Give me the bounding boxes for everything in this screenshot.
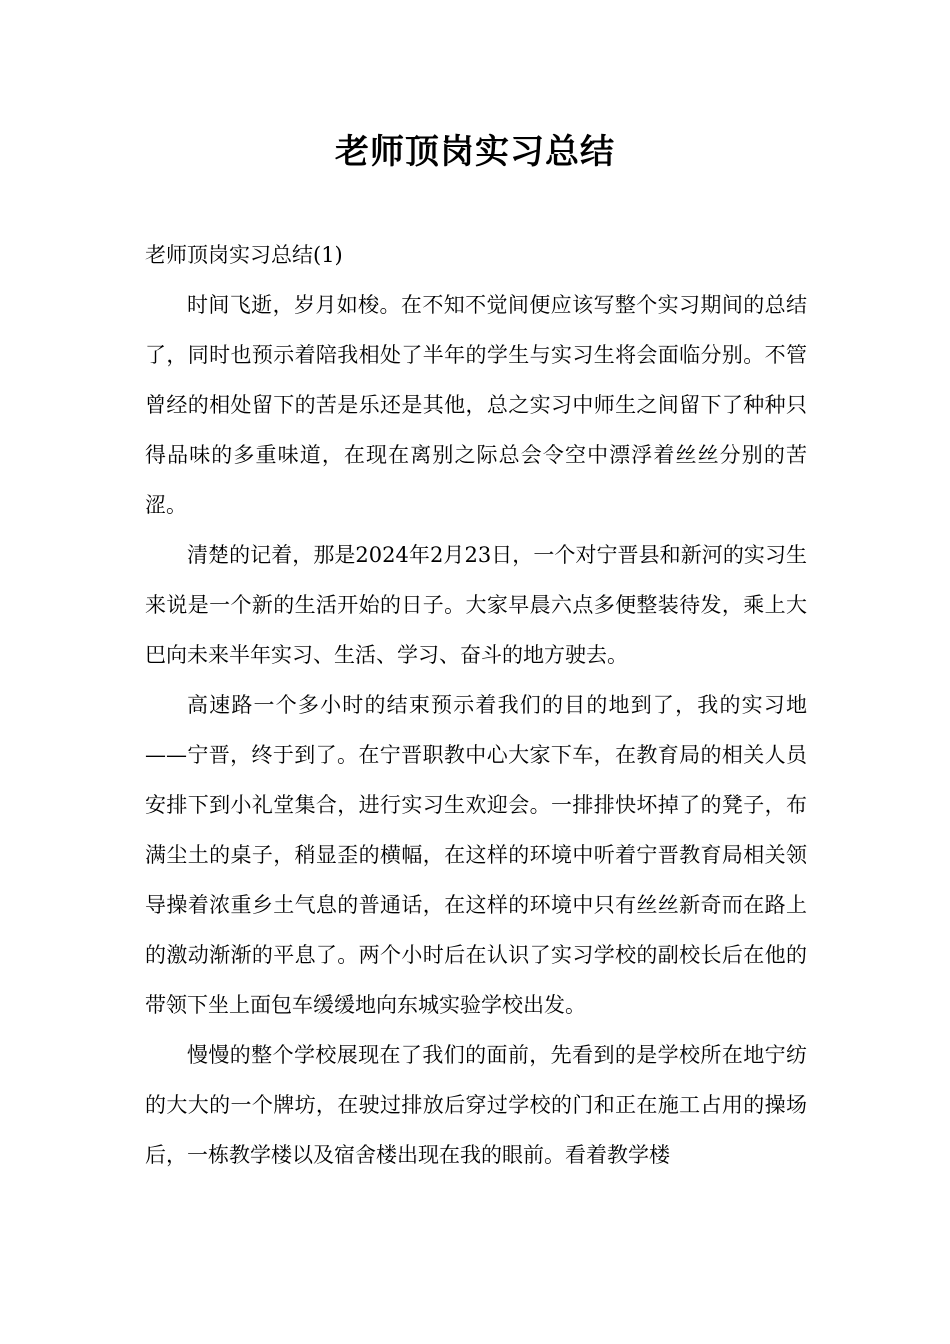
document-body <box>145 230 807 1180</box>
paragraph-1: 时间飞逝，岁月如梭。在不知不觉间便应该写整个实习期间的总结了，同时也预示着陪我相处了半年的学生与实习生将会面临分别。不管曾经的相处留下的苦是乐还是其他，总之实习中师生之间留下了种种只得品味的多重味道，在现在离别之际总会令空中漂浮着丝丝分别的苦涩。 <box>145 293 807 517</box>
paragraph-4: 慢慢的整个学校展现在了我们的面前，先看到的是学校所在地宁纺的大大的一个牌坊，在驶过排放后穿过学校的门和正在施工占用的操场后，一栋教学楼以及宿舍楼出现在我的眼前。看着教学楼 <box>145 1043 807 1167</box>
paragraph-3: 高速路一个多小时的结束预示着我们的目的地到了，我的实习地——宁晋，终于到了。在宁晋职教中心大家下车，在教育局的相关人员安排下到小礼堂集合，进行实习生欢迎会。一排排快坏掉了的凳子，布满尘土的桌子，稍显歪的横幅，在这样的环境中听着宁晋教育局相关领导操着浓重乡土气息的普通话，在这样的环境中只有丝丝新奇而在路上的激动渐渐的平息了。两个小时后在认识了实习学校的副校长后在他的带领下坐上面包车缓缓地向东城实验学校出发。 <box>145 693 807 1017</box>
section-heading: 老师顶岗实习总结(1) <box>145 243 343 267</box>
paragraph-2: 清楚的记着，那是2024年2月23日，一个对宁晋县和新河的实习生来说是一个新的生活开始的日子。大家早晨六点多便整装待发，乘上大巴向未来半年实习、生活、学习、奋斗的地方驶去。 <box>145 543 807 667</box>
document-title: 老师顶岗实习总结 <box>335 132 615 172</box>
